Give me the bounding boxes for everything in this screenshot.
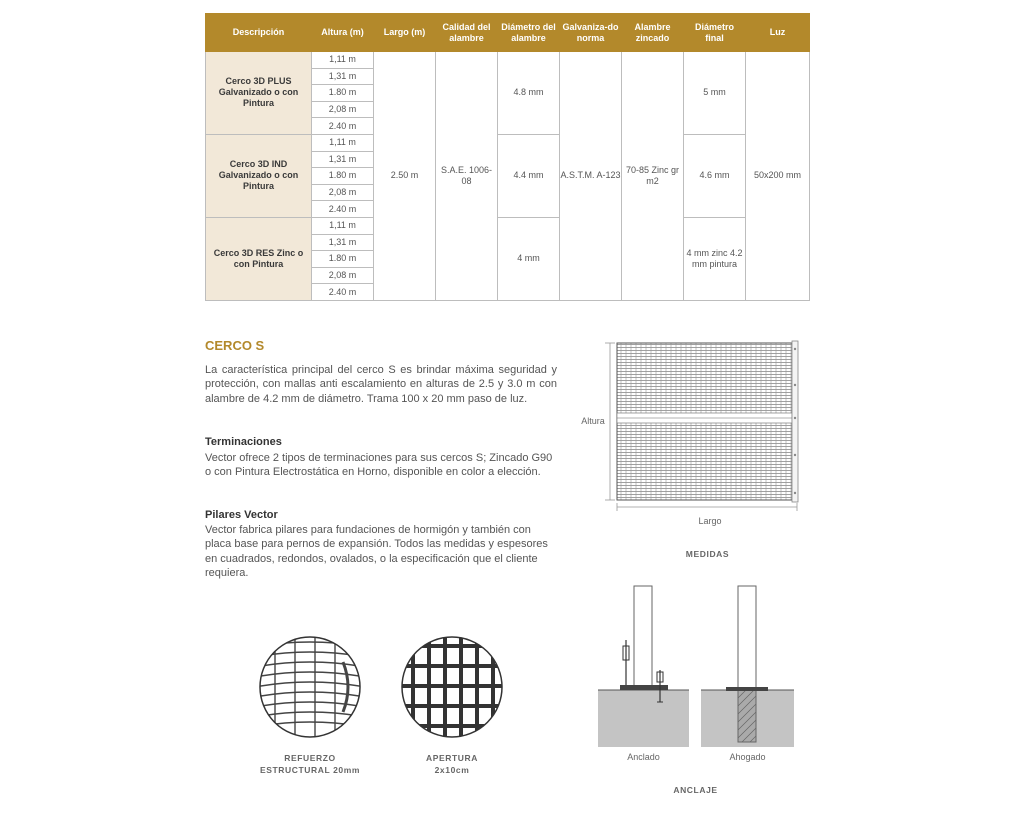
section-title: CERCO S xyxy=(205,338,265,353)
header-largo: Largo (m) xyxy=(374,14,436,52)
anchored-label: Anclado xyxy=(627,752,660,762)
header-calidad: Calidad del alambre xyxy=(436,14,498,52)
terminaciones-title: Terminaciones xyxy=(205,436,282,448)
opening-detail xyxy=(397,632,507,742)
wire-diameter-cell: 4.8 mm xyxy=(498,52,560,135)
height-cell: 1,31 m xyxy=(312,234,374,251)
embedded-post xyxy=(738,586,756,690)
intro-paragraph: La característica principal del cerco S es brindar máxima seguridad y protección, con mallas anti escalamiento en alturas de 2.5 y 3.0 m con alambre de 4.2 mm de diámetro. Trama 100 x 20 mm paso de luz. xyxy=(205,364,557,405)
height-cell: 2.40 m xyxy=(312,201,374,218)
header-luz: Luz xyxy=(746,14,810,52)
wire-quality-cell: S.A.E. 1006-08 xyxy=(436,52,498,301)
final-diameter-cell: 4 mm zinc 4.2 mm pintura xyxy=(684,217,746,300)
anchored-post xyxy=(634,586,652,687)
wire-diameter-cell: 4 mm xyxy=(498,217,560,300)
height-cell: 2.40 m xyxy=(312,284,374,301)
reinforcement-detail xyxy=(255,632,365,742)
table-row xyxy=(206,52,810,69)
anchor-caption: ANCLAJE xyxy=(673,785,718,795)
measures-caption: MEDIDAS xyxy=(685,549,730,559)
desc-cell: Cerco 3D RES Zinc o con Pintura xyxy=(206,217,312,300)
header-descripcion: Descripción xyxy=(206,14,312,52)
table-row xyxy=(206,134,810,151)
embedded-label: Ahogado xyxy=(729,752,766,762)
measures-diagram xyxy=(575,335,810,535)
length-label: Largo xyxy=(698,516,722,526)
header-diametro-final: Diámetro final xyxy=(684,14,746,52)
table-header-row xyxy=(206,14,810,52)
height-cell: 1,31 m xyxy=(312,151,374,168)
height-cell: 1,11 m xyxy=(312,134,374,151)
fence-post xyxy=(792,341,798,502)
base-plate xyxy=(620,685,668,690)
final-diameter-cell: 4.6 mm xyxy=(684,134,746,217)
length-cell: 2.50 m xyxy=(374,52,436,301)
pilares-text: Vector fabrica pilares para fundaciones de hormigón y también con placa base para pernos de expansión. Todos las medidas y espesores en cuadrados, redondos, ovalados, o la especificación que el cliente requiera. xyxy=(205,524,548,580)
spec-table xyxy=(205,13,810,301)
height-cell: 1,11 m xyxy=(312,217,374,234)
height-cell: 1.80 m xyxy=(312,85,374,102)
zinc-wire-cell: 70-85 Zinc gr m2 xyxy=(622,52,684,301)
header-galvanizado: Galvaniza-do norma xyxy=(560,14,622,52)
pilares-title: Pilares Vector xyxy=(205,509,278,521)
desc-cell: Cerco 3D IND Galvanizado o con Pintura xyxy=(206,134,312,217)
height-cell: 2,08 m xyxy=(312,101,374,118)
final-diameter-cell: 5 mm xyxy=(684,52,746,135)
height-cell: 2,08 m xyxy=(312,267,374,284)
header-diametro-alambre: Diámetro del alambre xyxy=(498,14,560,52)
height-cell: 2.40 m xyxy=(312,118,374,135)
terminaciones-text: Vector ofrece 2 tipos de terminaciones para sus cercos S; Zincado G90 o con Pintura Electrostática en Horno, disponible en color a elección. xyxy=(205,452,553,479)
galvanizing-cell: A.S.T.M. A-123 xyxy=(560,52,622,301)
height-cell: 2,08 m xyxy=(312,184,374,201)
height-cell: 1,31 m xyxy=(312,68,374,85)
reinforcement-caption: REFUERZO ESTRUCTURAL 20mm xyxy=(259,753,361,775)
height-label: Altura xyxy=(581,416,605,426)
desc-cell: Cerco 3D PLUS Galvanizado o con Pintura xyxy=(206,52,312,135)
header-altura: Altura (m) xyxy=(312,14,374,52)
wire-diameter-cell: 4.4 mm xyxy=(498,134,560,217)
light-cell: 50x200 mm xyxy=(746,52,810,301)
table-row xyxy=(206,217,810,234)
anchored-ground xyxy=(598,690,689,747)
height-cell: 1.80 m xyxy=(312,251,374,268)
opening-caption: APERTURA 2x10cm xyxy=(425,753,479,775)
anchor-diagram xyxy=(590,584,800,749)
height-cell: 1.80 m xyxy=(312,168,374,185)
height-cell: 1,11 m xyxy=(312,52,374,69)
header-alambre-zincado: Alambre zincado xyxy=(622,14,684,52)
